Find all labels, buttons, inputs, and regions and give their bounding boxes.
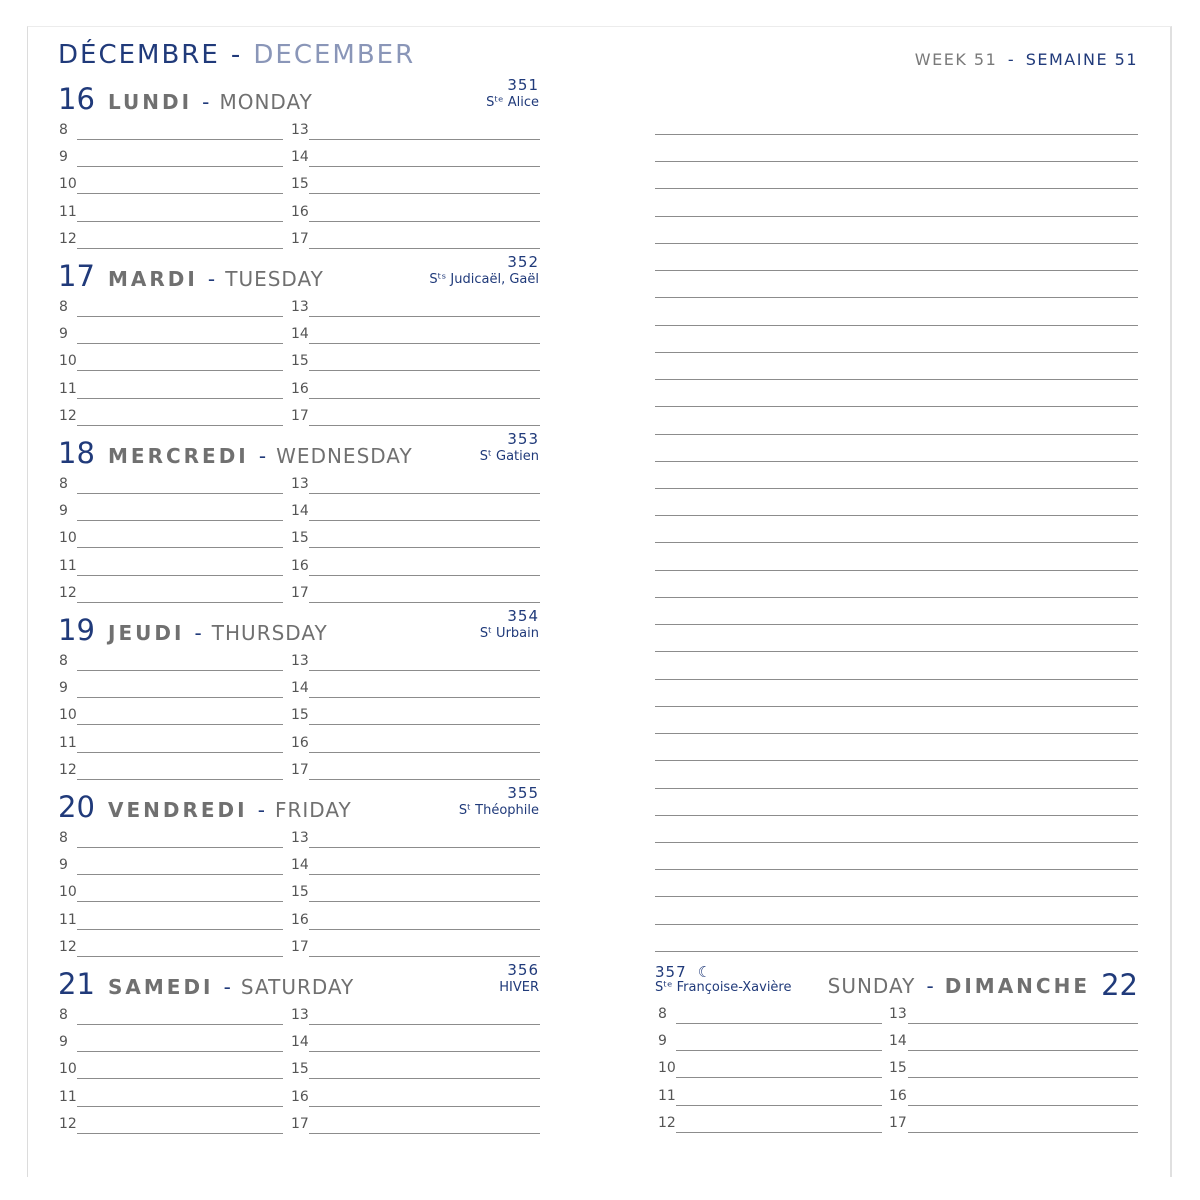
week-french: SEMAINE 51 <box>1025 50 1138 69</box>
hour-label: 16 <box>291 911 309 928</box>
day-name-separator: - <box>194 621 202 645</box>
hour-label: 15 <box>291 530 309 547</box>
day-header <box>58 436 413 470</box>
day-name-separator: - <box>207 267 216 291</box>
hour-label: 14 <box>291 680 309 697</box>
hour-label: 16 <box>291 557 309 574</box>
writing-line[interactable] <box>309 166 540 167</box>
writing-line[interactable] <box>77 874 283 875</box>
writing-line[interactable] <box>908 1077 1138 1078</box>
hour-label: 8 <box>658 1006 667 1022</box>
week-english: WEEK 51 <box>914 50 998 69</box>
hour-label: 8 <box>59 1007 68 1023</box>
writing-line[interactable] <box>77 493 283 494</box>
writing-line[interactable] <box>309 1106 540 1107</box>
hour-label: 13 <box>889 1006 907 1022</box>
saint-name: HIVER <box>499 980 539 995</box>
month-french: DÉCEMBRE <box>58 40 220 70</box>
writing-line[interactable] <box>676 1105 882 1106</box>
saint-name: Sᵗ Urbain <box>479 626 539 641</box>
writing-line[interactable] <box>309 1078 540 1079</box>
hour-label: 16 <box>291 203 309 220</box>
hour-label: 11 <box>59 380 77 397</box>
writing-line[interactable] <box>309 874 540 875</box>
notes-line[interactable] <box>655 624 1138 625</box>
notes-line[interactable] <box>655 597 1138 598</box>
week-separator: - <box>1007 50 1016 69</box>
hour-label: 16 <box>291 1088 309 1105</box>
writing-line[interactable] <box>309 575 540 576</box>
writing-line[interactable] <box>676 1077 882 1078</box>
notes-line[interactable] <box>655 679 1138 680</box>
day-of-year-number: 352 <box>507 253 539 271</box>
hour-label: 15 <box>291 1061 309 1078</box>
writing-line[interactable] <box>77 248 283 249</box>
writing-line[interactable] <box>77 724 283 725</box>
hour-label: 10 <box>59 176 77 193</box>
day-name-english: FRIDAY <box>275 798 352 822</box>
writing-line[interactable] <box>309 425 540 426</box>
hour-label: 12 <box>59 1115 77 1132</box>
writing-line[interactable] <box>77 847 283 848</box>
notes-line[interactable] <box>655 896 1138 897</box>
hour-label: 13 <box>291 299 309 315</box>
day-header <box>58 259 324 293</box>
writing-line[interactable] <box>77 166 283 167</box>
day-of-year-number: 356 <box>507 961 539 979</box>
hour-label: 13 <box>291 653 309 669</box>
writing-line[interactable] <box>309 398 540 399</box>
day-number: 17 <box>58 259 95 293</box>
saint-name: Sᵗᵉ Alice <box>486 95 539 110</box>
hour-label: 11 <box>658 1087 676 1104</box>
notes-line[interactable] <box>655 188 1138 189</box>
hour-label: 14 <box>291 326 309 343</box>
writing-line[interactable] <box>77 343 283 344</box>
day-header <box>58 82 313 116</box>
writing-line[interactable] <box>77 1051 283 1052</box>
notes-line[interactable] <box>655 297 1138 298</box>
day-name-english: WEDNESDAY <box>276 444 413 468</box>
writing-line[interactable] <box>309 779 540 780</box>
notes-line[interactable] <box>655 461 1138 462</box>
notes-line[interactable] <box>655 651 1138 652</box>
writing-line[interactable] <box>77 1024 283 1025</box>
day-name-separator: - <box>202 90 210 114</box>
writing-line[interactable] <box>309 724 540 725</box>
day-name-english: THURSDAY <box>211 621 328 645</box>
writing-line[interactable] <box>77 901 283 902</box>
hour-label: 14 <box>291 503 309 520</box>
day-name-separator: - <box>926 974 934 998</box>
day-name-french: DIMANCHE <box>944 974 1090 998</box>
writing-line[interactable] <box>309 752 540 753</box>
hour-label: 14 <box>889 1033 907 1050</box>
hour-label: 12 <box>59 230 77 247</box>
writing-line[interactable] <box>908 1023 1138 1024</box>
notes-line[interactable] <box>655 515 1138 516</box>
hour-label: 10 <box>59 353 77 370</box>
writing-line[interactable] <box>309 602 540 603</box>
writing-line[interactable] <box>77 193 283 194</box>
hour-label: 17 <box>291 230 309 247</box>
day-of-year-number: 355 <box>507 784 539 802</box>
notes-line[interactable] <box>655 352 1138 353</box>
hour-label: 12 <box>59 407 77 424</box>
notes-line[interactable] <box>655 270 1138 271</box>
writing-line[interactable] <box>309 1133 540 1134</box>
sunday-day-of-year <box>655 962 712 981</box>
hour-label: 15 <box>291 353 309 370</box>
hour-label: 9 <box>59 326 68 343</box>
sunday-saint: Sᵗᵉ Françoise-Xavière <box>655 980 792 995</box>
saint-name: Sᵗ Théophile <box>458 803 539 818</box>
hour-label: 17 <box>291 584 309 601</box>
saint-name: Sᵗˢ Judicaël, Gaël <box>429 272 539 287</box>
writing-line[interactable] <box>77 425 283 426</box>
hour-label: 9 <box>59 857 68 874</box>
notes-line[interactable] <box>655 216 1138 217</box>
writing-line[interactable] <box>309 547 540 548</box>
writing-line[interactable] <box>309 520 540 521</box>
notes-line[interactable] <box>655 542 1138 543</box>
hour-label: 15 <box>291 707 309 724</box>
hour-label: 8 <box>59 830 68 846</box>
hour-label: 15 <box>889 1060 907 1077</box>
notes-line[interactable] <box>655 706 1138 707</box>
hour-label: 8 <box>59 122 68 138</box>
writing-line[interactable] <box>77 602 283 603</box>
writing-line[interactable] <box>309 248 540 249</box>
hour-label: 12 <box>59 584 77 601</box>
right-page <box>600 26 1172 1177</box>
month-english: DECEMBER <box>253 40 416 70</box>
notes-line[interactable] <box>655 842 1138 843</box>
writing-line[interactable] <box>309 139 540 140</box>
day-number: 22 <box>1101 968 1138 1002</box>
hour-label: 9 <box>59 503 68 520</box>
writing-line[interactable] <box>77 520 283 521</box>
hour-label: 13 <box>291 1007 309 1023</box>
day-of-year-number: 351 <box>507 76 539 94</box>
day-name-separator: - <box>258 444 267 468</box>
hour-label: 14 <box>291 1034 309 1051</box>
hour-label: 16 <box>291 734 309 751</box>
moon-phase-icon: ☾ <box>697 963 713 981</box>
day-name-french: LUNDI <box>108 90 193 114</box>
writing-line[interactable] <box>309 901 540 902</box>
hour-label: 17 <box>291 407 309 424</box>
hour-label: 11 <box>59 734 77 751</box>
day-number: 19 <box>58 613 95 647</box>
writing-line[interactable] <box>77 221 283 222</box>
writing-line[interactable] <box>676 1132 882 1133</box>
day-name-english: MONDAY <box>219 90 313 114</box>
writing-line[interactable] <box>309 1051 540 1052</box>
hour-label: 12 <box>59 761 77 778</box>
day-of-year-number: 357 <box>655 963 687 981</box>
day-name-french: SAMEDI <box>108 975 214 999</box>
hour-label: 13 <box>291 476 309 492</box>
hour-label: 10 <box>59 707 77 724</box>
writing-line[interactable] <box>309 370 540 371</box>
day-name-separator: - <box>223 975 231 999</box>
hour-label: 8 <box>59 653 68 669</box>
day-name-french: MARDI <box>108 267 198 291</box>
week-header <box>915 50 1138 69</box>
hour-label: 17 <box>291 1115 309 1132</box>
notes-line[interactable] <box>655 733 1138 734</box>
writing-line[interactable] <box>908 1105 1138 1106</box>
notes-line[interactable] <box>655 488 1138 489</box>
day-name-english: SUNDAY <box>827 974 916 998</box>
hour-label: 11 <box>59 557 77 574</box>
hour-label: 10 <box>59 530 77 547</box>
notes-line[interactable] <box>655 243 1138 244</box>
hour-label: 17 <box>291 761 309 778</box>
notes-line[interactable] <box>655 325 1138 326</box>
writing-line[interactable] <box>77 1106 283 1107</box>
hour-label: 8 <box>59 476 68 492</box>
month-separator: - <box>230 40 243 70</box>
writing-line[interactable] <box>309 929 540 930</box>
day-name-english: SATURDAY <box>240 975 355 999</box>
hour-label: 9 <box>59 680 68 697</box>
writing-line[interactable] <box>77 370 283 371</box>
hour-label: 11 <box>59 911 77 928</box>
writing-line[interactable] <box>908 1050 1138 1051</box>
writing-line[interactable] <box>309 670 540 671</box>
writing-line[interactable] <box>77 1078 283 1079</box>
hour-label: 15 <box>291 176 309 193</box>
writing-line[interactable] <box>77 697 283 698</box>
day-number: 20 <box>58 790 95 824</box>
hour-label: 9 <box>59 149 68 166</box>
writing-line[interactable] <box>77 779 283 780</box>
hour-label: 16 <box>291 380 309 397</box>
day-header <box>58 613 328 647</box>
hour-label: 13 <box>291 830 309 846</box>
sunday-header <box>828 966 1138 1000</box>
hour-label: 9 <box>658 1033 667 1050</box>
hour-label: 14 <box>291 857 309 874</box>
hour-label: 10 <box>658 1060 676 1077</box>
notes-line[interactable] <box>655 434 1138 435</box>
writing-line[interactable] <box>309 221 540 222</box>
hour-label: 14 <box>291 149 309 166</box>
hour-label: 9 <box>59 1034 68 1051</box>
notes-line[interactable] <box>655 924 1138 925</box>
notes-line[interactable] <box>655 788 1138 789</box>
writing-line[interactable] <box>309 316 540 317</box>
notes-line[interactable] <box>655 161 1138 162</box>
writing-line[interactable] <box>676 1050 882 1051</box>
notes-line[interactable] <box>655 869 1138 870</box>
hour-label: 15 <box>291 884 309 901</box>
writing-line[interactable] <box>309 697 540 698</box>
writing-line[interactable] <box>77 929 283 930</box>
day-number: 21 <box>58 967 95 1001</box>
hour-label: 11 <box>59 1088 77 1105</box>
day-header <box>58 967 354 1001</box>
hour-label: 8 <box>59 299 68 315</box>
notes-line[interactable] <box>655 760 1138 761</box>
day-number: 16 <box>58 82 95 116</box>
day-name-separator: - <box>257 798 265 822</box>
writing-line[interactable] <box>676 1023 882 1024</box>
writing-line[interactable] <box>309 193 540 194</box>
month-header <box>58 40 415 70</box>
hour-label: 13 <box>291 122 309 138</box>
day-header <box>58 790 352 824</box>
day-of-year-number: 354 <box>507 607 539 625</box>
hour-label: 17 <box>291 938 309 955</box>
notes-line[interactable] <box>655 134 1138 135</box>
hour-label: 12 <box>59 938 77 955</box>
day-name-french: MERCREDI <box>108 444 249 468</box>
saint-name: Sᵗ Gatien <box>479 449 539 464</box>
day-name-french: JEUDI <box>108 621 185 645</box>
writing-line[interactable] <box>908 1132 1138 1133</box>
writing-line[interactable] <box>77 316 283 317</box>
writing-line[interactable] <box>77 547 283 548</box>
writing-line[interactable] <box>77 575 283 576</box>
writing-line[interactable] <box>77 752 283 753</box>
day-number: 18 <box>58 436 95 470</box>
writing-line[interactable] <box>309 343 540 344</box>
writing-line[interactable] <box>77 398 283 399</box>
writing-line[interactable] <box>77 139 283 140</box>
notes-line[interactable] <box>655 815 1138 816</box>
day-name-french: VENDREDI <box>108 798 248 822</box>
hour-label: 17 <box>889 1114 907 1131</box>
writing-line[interactable] <box>77 956 283 957</box>
writing-line[interactable] <box>77 1133 283 1134</box>
notes-line[interactable] <box>655 406 1138 407</box>
writing-line[interactable] <box>309 956 540 957</box>
notes-line[interactable] <box>655 951 1138 952</box>
writing-line[interactable] <box>309 493 540 494</box>
notes-line[interactable] <box>655 570 1138 571</box>
writing-line[interactable] <box>309 1024 540 1025</box>
hour-label: 12 <box>658 1114 676 1131</box>
hour-label: 16 <box>889 1087 907 1104</box>
day-name-english: TUESDAY <box>225 267 324 291</box>
day-of-year-number: 353 <box>507 430 539 448</box>
writing-line[interactable] <box>77 670 283 671</box>
notes-line[interactable] <box>655 379 1138 380</box>
writing-line[interactable] <box>309 847 540 848</box>
hour-label: 11 <box>59 203 77 220</box>
hour-label: 10 <box>59 884 77 901</box>
hour-label: 10 <box>59 1061 77 1078</box>
